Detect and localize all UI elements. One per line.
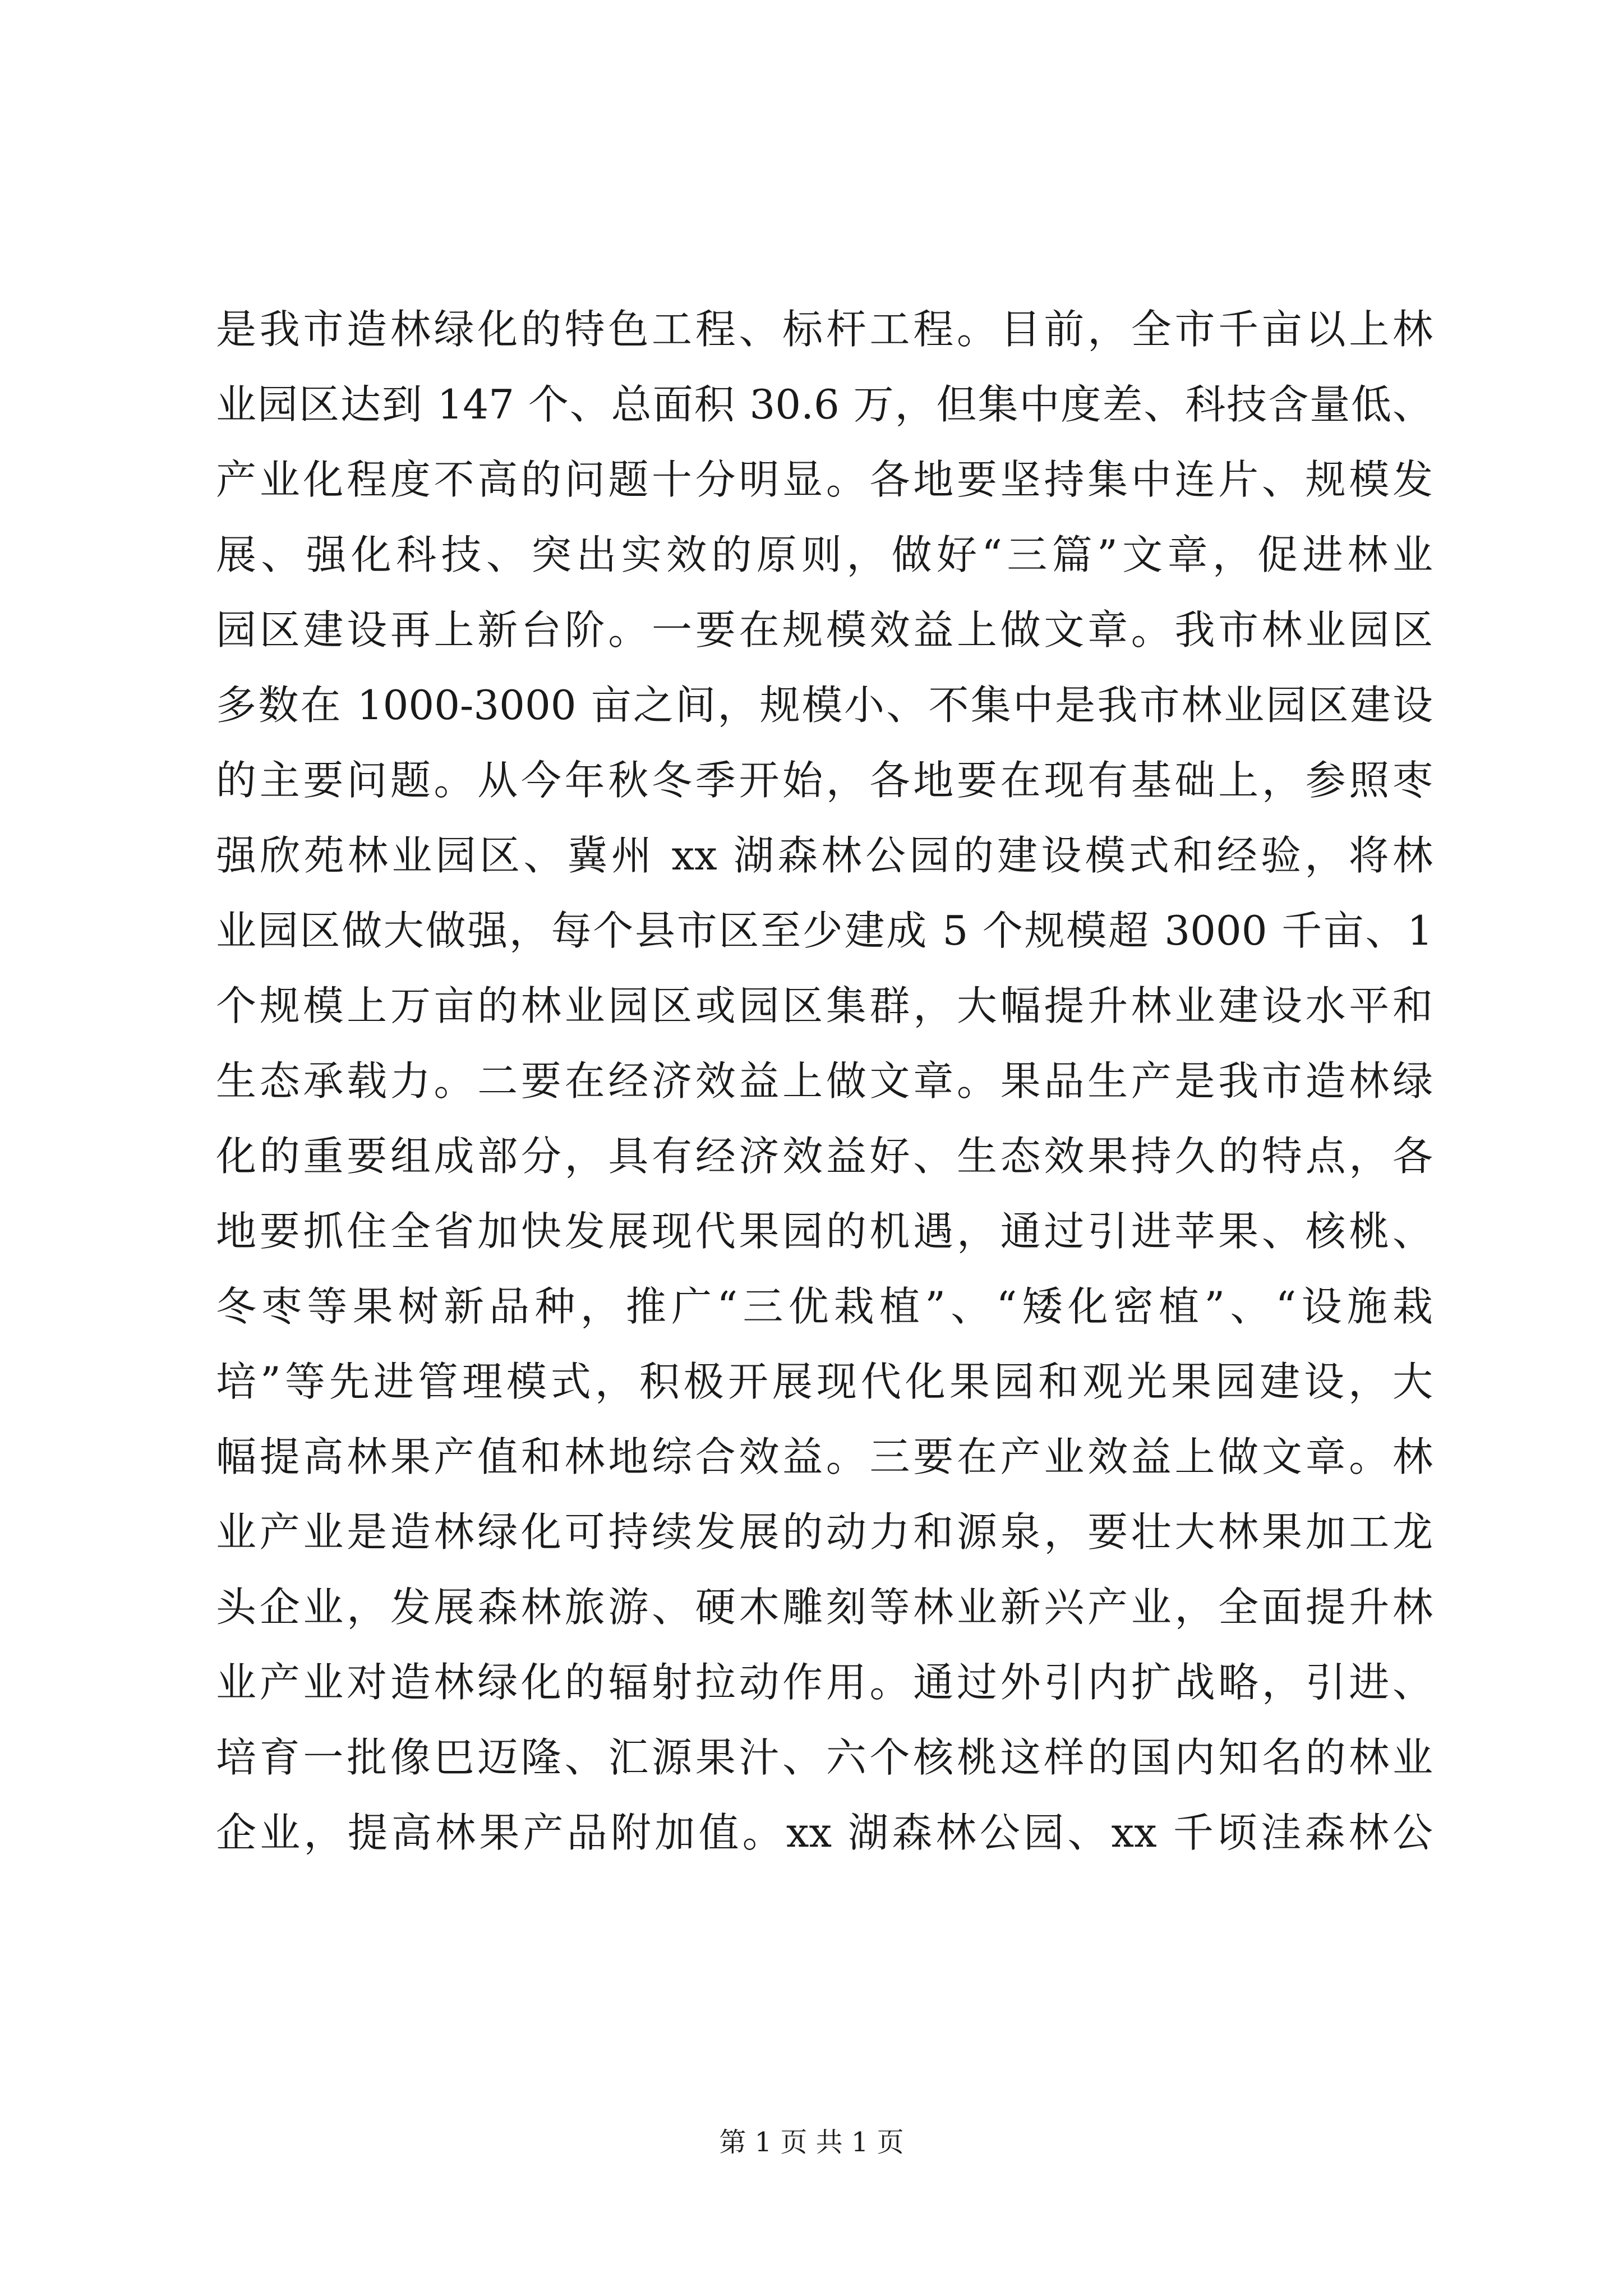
text-line: 化的重要组成部分，具有经济效益好、生态效果持久的特点，各	[216, 1133, 1433, 1180]
text-line: 业产业是造林绿化可持续发展的动力和源泉，要壮大林果加工龙	[216, 1508, 1433, 1556]
text-line: 业产业对造林绿化的辐射拉动作用。通过外引内扩战略，引进、	[216, 1659, 1433, 1706]
page-footer	[0, 2120, 1623, 2159]
text-line: 培育一批像巴迈隆、汇源果汁、六个核桃这样的国内知名的林业	[216, 1734, 1433, 1781]
text-line: 产业化程度不高的问题十分明显。各地要坚持集中连片、规模发	[216, 456, 1433, 503]
text-line: 业园区做大做强，每个县市区至少建成 5 个规模超 3000 千亩、1	[216, 907, 1433, 954]
text-line: 业园区达到 147 个、总面积 30.6 万，但集中度差、科技含量低、	[216, 381, 1433, 428]
text-line: 是我市造林绿化的特色工程、标杆工程。目前，全市千亩以上林	[216, 306, 1433, 353]
text-line: 头企业，发展森林旅游、硬木雕刻等林业新兴产业，全面提升林	[216, 1584, 1433, 1631]
text-line: 多数在 1000-3000 亩之间，规模小、不集中是我市林业园区建设	[216, 682, 1433, 729]
text-line: 培”等先进管理模式，积极开展现代化果园和观光果园建设，大	[216, 1358, 1433, 1405]
text-line: 个规模上万亩的林业园区或园区集群，大幅提升林业建设水平和	[216, 982, 1433, 1029]
text-line: 园区建设再上新台阶。一要在规模效益上做文章。我市林业园区	[216, 606, 1433, 654]
text-line: 幅提高林果产值和林地综合效益。三要在产业效益上做文章。林	[216, 1433, 1433, 1480]
text-line: 生态承载力。二要在经济效益上做文章。果品生产是我市造林绿	[216, 1057, 1433, 1105]
text-line: 地要抓住全省加快发展现代果园的机遇，通过引进苹果、核桃、	[216, 1208, 1433, 1255]
page-number-label: 第 1 页 共 1 页	[719, 2127, 904, 2158]
text-line: 企业，提高林果产品附加值。xx 湖森林公园、xx 千顷洼森林公	[216, 1809, 1433, 1856]
text-line: 冬枣等果树新品种，推广“三优栽植”、“矮化密植”、“设施栽	[216, 1283, 1433, 1330]
text-line: 强欣苑林业园区、冀州 xx 湖森林公园的建设模式和经验，将林	[216, 832, 1433, 879]
text-line: 的主要问题。从今年秋冬季开始，各地要在现有基础上，参照枣	[216, 757, 1433, 804]
text-line: 展、强化科技、突出实效的原则，做好“三篇”文章，促进林业	[216, 531, 1433, 578]
body-paragraph	[216, 292, 1433, 1870]
